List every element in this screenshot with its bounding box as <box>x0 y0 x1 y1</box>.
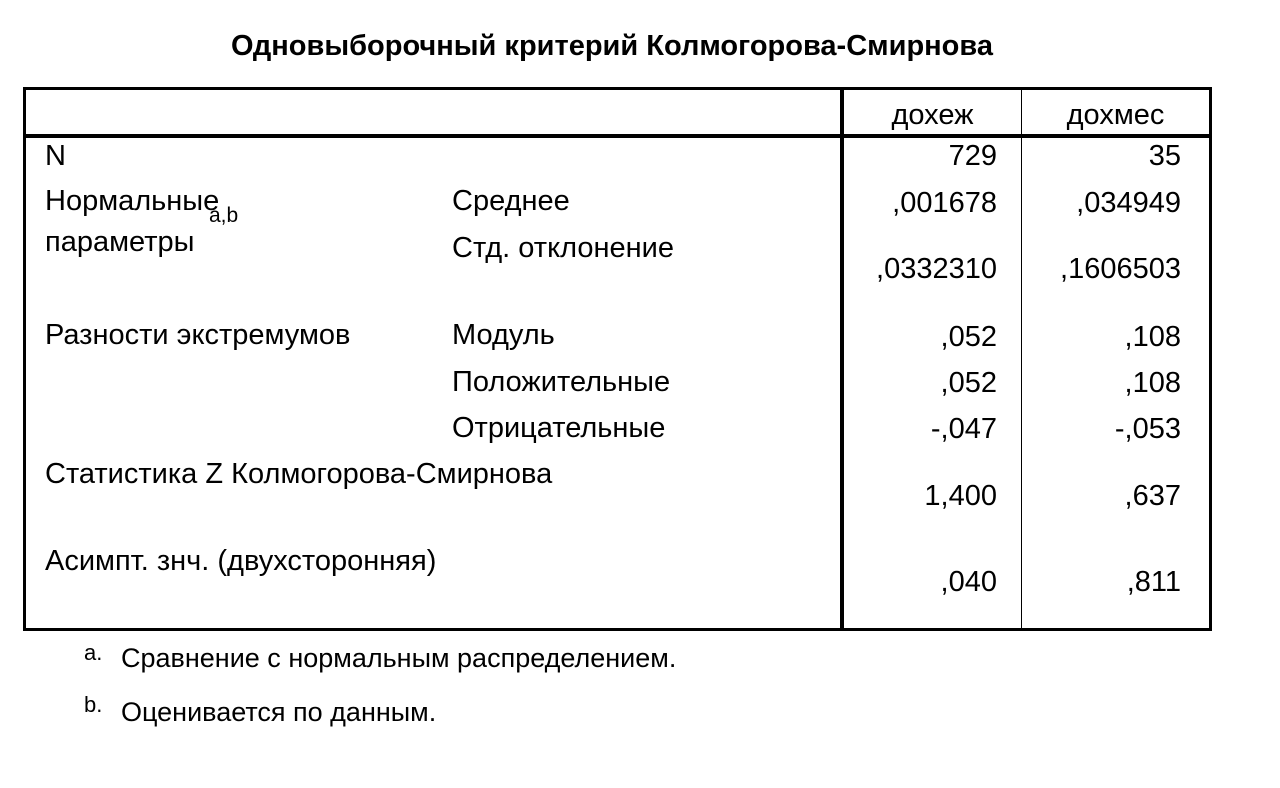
column-header-dohezh: дохеж <box>891 99 974 131</box>
value-sig-dohezh: ,040 <box>940 566 997 598</box>
row-label-n: N <box>45 140 66 172</box>
value-z-dohmes: ,637 <box>1124 480 1181 512</box>
label-column-divider <box>840 87 844 631</box>
sub-label-neg: Отрицательные <box>452 412 666 444</box>
sub-label-std: Стд. отклонение <box>452 232 674 264</box>
value-std-dohmes: ,1606503 <box>1060 253 1181 285</box>
value-pos-dohmes: ,108 <box>1124 367 1181 399</box>
header-divider <box>23 134 1212 138</box>
data-column-divider <box>1021 90 1022 628</box>
column-header-dohmes: дохмес <box>1066 99 1165 131</box>
value-sig-dohmes: ,811 <box>1126 566 1181 598</box>
value-n-dohmes: 35 <box>1148 140 1181 172</box>
value-mean-dohezh: ,001678 <box>892 187 997 219</box>
value-std-dohezh: ,0332310 <box>876 253 997 285</box>
value-neg-dohmes: -,053 <box>1114 413 1181 445</box>
value-abs-dohmes: ,108 <box>1124 321 1181 353</box>
footnote-a-text: Сравнение с нормальным распределением. <box>121 643 677 673</box>
sub-label-pos: Положительные <box>452 366 671 398</box>
value-mean-dohmes: ,034949 <box>1076 187 1181 219</box>
row-label-sig: Асимпт. знч. (двухсторонняя) <box>45 545 437 577</box>
row-label-normal-line2: параметры <box>45 226 195 258</box>
table-title: Одновыборочный критерий Колмогорова-Смирнова <box>231 30 993 62</box>
row-label-normal-superscript: a,b <box>209 204 239 227</box>
sub-label-mean: Среднее <box>452 185 570 217</box>
value-pos-dohezh: ,052 <box>940 367 997 399</box>
value-abs-dohezh: ,052 <box>940 321 997 353</box>
value-neg-dohezh: -,047 <box>930 413 997 445</box>
row-label-normal-line1: Нормальные <box>45 185 220 217</box>
value-n-dohezh: 729 <box>948 140 997 172</box>
sub-label-abs: Модуль <box>452 319 555 351</box>
footnote-a-mark: a. <box>84 640 103 665</box>
row-label-z: Статистика Z Колмогорова-Смирнова <box>45 458 553 490</box>
footnote-b-text: Оценивается по данным. <box>121 697 437 727</box>
row-label-extreme: Разности экстремумов <box>45 319 351 351</box>
value-z-dohezh: 1,400 <box>924 480 997 512</box>
footnote-b-mark: b. <box>84 692 103 717</box>
